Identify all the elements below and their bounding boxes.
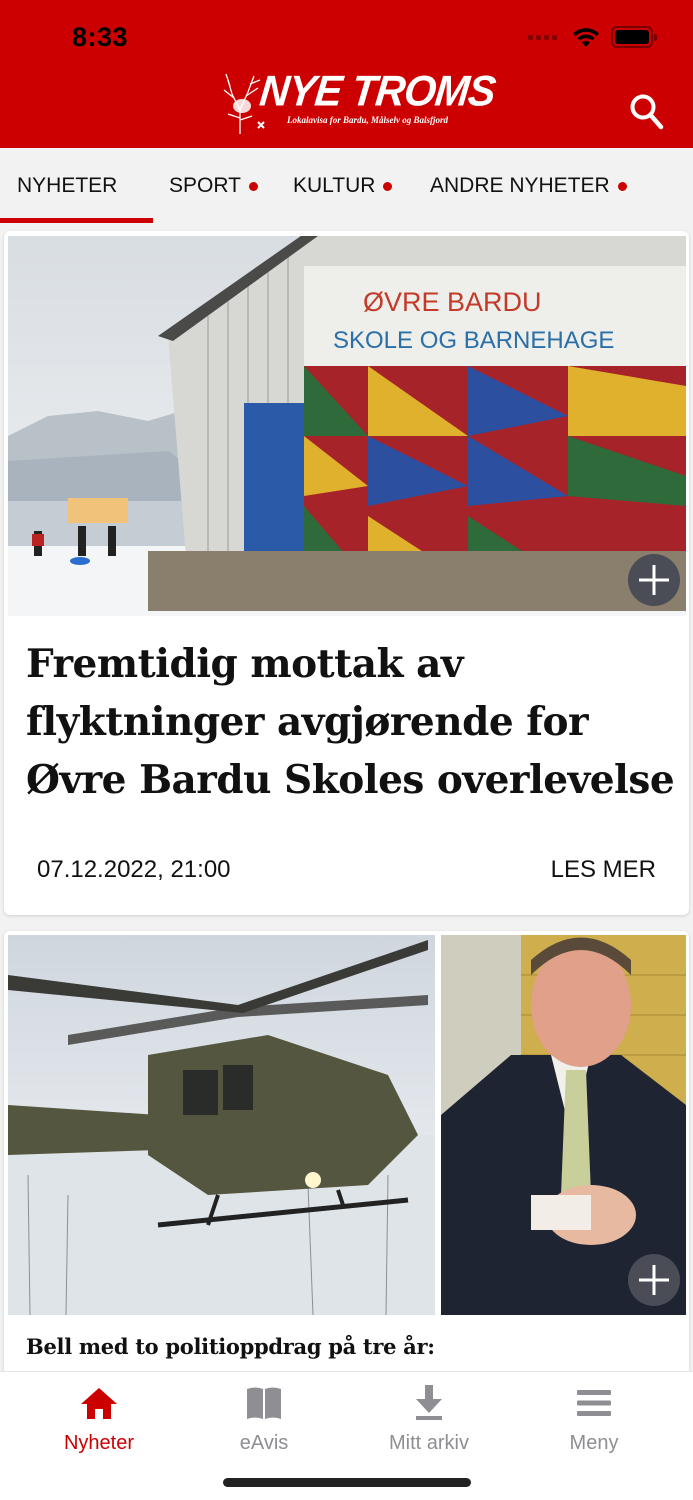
add-to-archive-button[interactable] [628,1254,680,1306]
unread-dot-icon [618,182,627,191]
cellular-signal-icon [528,35,557,40]
tab-nyheter[interactable] [17,174,117,198]
nav-meny[interactable] [524,1382,664,1455]
search-icon [629,93,665,131]
book-icon [245,1386,283,1420]
add-to-archive-button[interactable] [628,554,680,606]
helicopter-photo [8,935,435,1315]
search-button[interactable] [629,93,665,131]
app-header [0,0,693,148]
tab-label: NYHETER [17,174,118,197]
tab-label: KULTUR [293,174,376,197]
tab-sport[interactable] [169,174,258,198]
status-indicators [528,26,653,48]
wifi-icon [571,26,601,48]
nav-nyheter[interactable] [29,1382,169,1455]
nav-eavis[interactable] [194,1382,334,1455]
nav-label: Nyheter [63,1432,135,1454]
article-card[interactable] [4,931,689,1391]
active-tab-indicator [0,218,153,223]
nav-label: Meny [569,1432,619,1454]
home-icon [79,1386,119,1420]
tab-andre-nyheter[interactable] [430,174,627,198]
article-image-helicopter[interactable] [8,935,435,1315]
school-photo [8,236,686,616]
article-headline[interactable]: Fremtidig mottak av flyktninger avgjørende for Øvre Bardu Skoles overlevelse [26,641,675,803]
article-image-school[interactable] [8,236,686,616]
status-time: 8:33 [72,22,129,52]
nav-mitt-arkiv[interactable] [359,1382,499,1455]
tab-label: ANDRE NYHETER [430,174,610,197]
tab-kultur[interactable] [293,174,392,198]
nav-label: Mitt arkiv [389,1432,469,1454]
tab-label: SPORT [169,174,241,197]
download-icon [414,1385,444,1421]
battery-icon [611,26,653,48]
category-tabs [0,148,693,226]
article-date: 07.12.2022, 21:00 [37,856,231,883]
article-card[interactable] [4,231,689,915]
unread-dot-icon [383,182,392,191]
home-indicator[interactable] [223,1478,471,1487]
nav-label: eAvis [239,1432,289,1454]
unread-dot-icon [249,182,258,191]
menu-icon [576,1388,612,1418]
nye-troms-logo[interactable] [220,66,498,136]
sign-text-line2: SKOLE OG BARNEHAGE [333,327,615,354]
logo-title: NYE TROMS [257,66,498,116]
article-headline[interactable]: Bell med to politioppdrag på tre år: [26,1334,435,1359]
read-more-button[interactable]: LES MER [550,856,656,883]
logo-tagline: Lokalavisa for Bardu, Målselv og Balsfjord [287,115,449,125]
sign-text-line1: ØVRE BARDU [363,287,542,317]
